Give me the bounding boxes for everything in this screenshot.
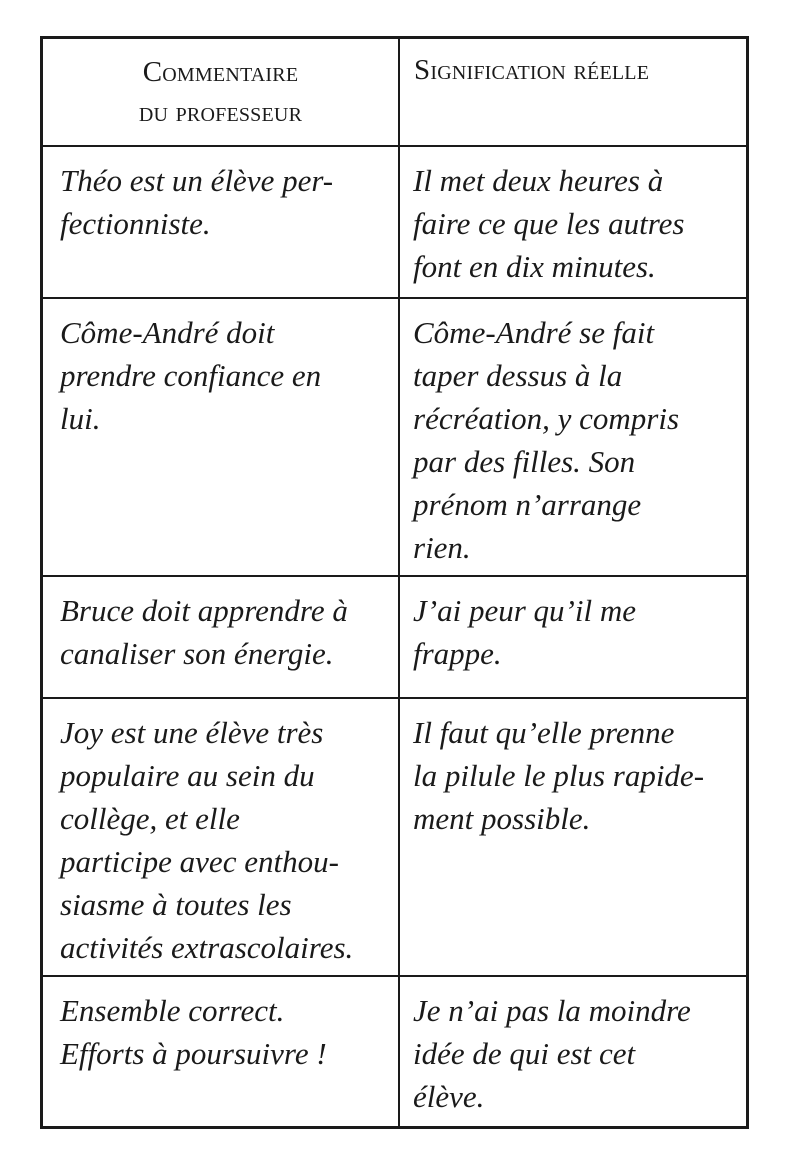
- text-line: lui.: [60, 401, 101, 436]
- header-line: du professeur: [138, 96, 303, 128]
- text-line: faire ce que les autres: [413, 206, 685, 241]
- text-line: Il faut qu’elle prenne: [413, 715, 675, 750]
- text-line: prénom n’arrange: [413, 487, 642, 522]
- text-line: récréation, y compris: [413, 401, 680, 436]
- text-line: activités extrascolaires.: [60, 930, 354, 965]
- text-line: Côme-André se fait: [413, 315, 655, 350]
- comparison-table: [40, 36, 749, 1129]
- text-line: Théo est un élève per-: [60, 163, 334, 198]
- row-1-meaning: [400, 147, 746, 299]
- text-line: participe avec enthou-: [60, 844, 339, 879]
- row-3-comment: [43, 577, 400, 699]
- row-2-comment: [43, 299, 400, 577]
- text-line: rien.: [413, 530, 471, 565]
- text-line: populaire au sein du: [60, 758, 315, 793]
- text-line: taper dessus à la: [413, 358, 623, 393]
- header-teacher-comment: [43, 39, 400, 147]
- text-line: par des filles. Son: [413, 444, 636, 479]
- text-line: Je n’ai pas la moindre: [413, 993, 691, 1028]
- header-line: Commentaire: [142, 56, 299, 88]
- text-line: Joy est une élève très: [60, 715, 324, 750]
- row-4-meaning: [400, 699, 746, 977]
- text-line: Côme-André doit: [60, 315, 275, 350]
- text-line: idée de qui est cet: [413, 1036, 636, 1071]
- text-line: Ensemble correct.: [60, 993, 285, 1028]
- header-real-meaning: [400, 39, 746, 147]
- row-2-meaning: [400, 299, 746, 577]
- row-5-meaning: [400, 977, 746, 1126]
- text-line: canaliser son énergie.: [60, 636, 334, 671]
- text-line: prendre confiance en: [60, 358, 322, 393]
- text-line: collège, et elle: [60, 801, 240, 836]
- text-line: la pilule le plus rapide-: [413, 758, 705, 793]
- text-line: J’ai peur qu’il me: [413, 593, 636, 628]
- text-line: Bruce doit apprendre à: [60, 593, 348, 628]
- text-line: fectionniste.: [60, 206, 211, 241]
- text-line: élève.: [413, 1079, 485, 1114]
- text-line: Il met deux heures à: [413, 163, 664, 198]
- row-4-comment: [43, 699, 400, 977]
- text-line: font en dix minutes.: [413, 249, 656, 284]
- text-line: Efforts à poursuivre !: [60, 1036, 327, 1071]
- text-line: ment possible.: [413, 801, 591, 836]
- text-line: siasme à toutes les: [60, 887, 292, 922]
- row-1-comment: [43, 147, 400, 299]
- text-line: frappe.: [413, 636, 502, 671]
- row-3-meaning: [400, 577, 746, 699]
- header-line: Signification réelle: [414, 54, 650, 86]
- row-5-comment: [43, 977, 400, 1126]
